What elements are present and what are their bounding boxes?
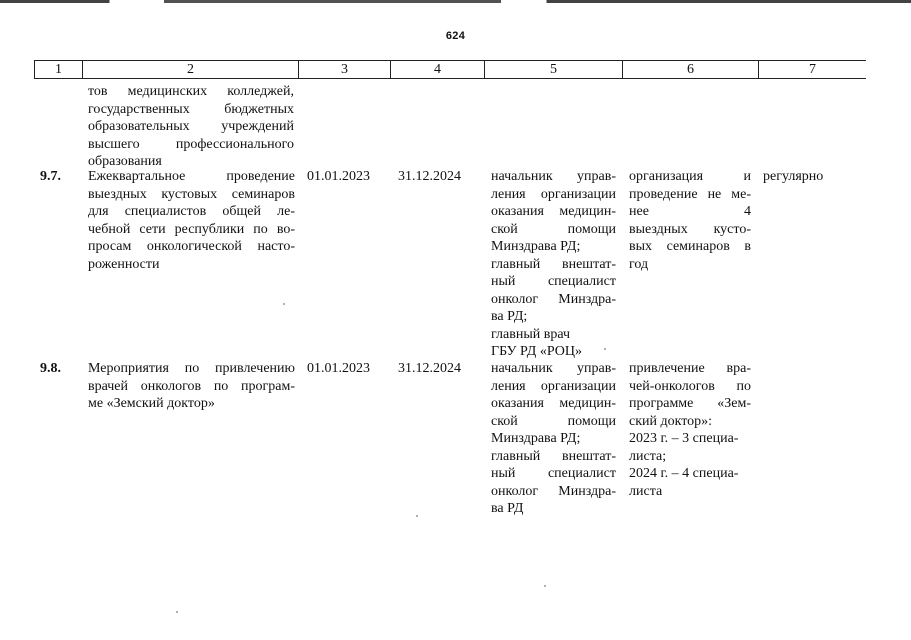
text-line: онколог Минздра- <box>491 291 616 307</box>
text-line: чебной сети республики по во- <box>88 221 295 237</box>
text-line: начальник управ- <box>491 169 616 184</box>
text-line: онколог Минздра- <box>491 483 616 499</box>
scan-speck <box>416 515 418 517</box>
text-line: образования <box>88 154 162 169</box>
row-number: 9.8. <box>40 361 61 376</box>
text-line: привлечение вра- <box>629 361 751 376</box>
text-line: 2024 г. – 4 специа- <box>629 466 739 481</box>
end-date: 31.12.2024 <box>398 361 461 376</box>
text-line: ской помощи <box>491 221 616 237</box>
text-line: листа <box>629 483 663 499</box>
text-line: ный специалист <box>491 466 616 481</box>
page-number: 624 <box>445 30 466 42</box>
col-header-5: 5 <box>484 61 622 78</box>
text-line: для специалистов общей ле- <box>88 204 295 219</box>
col-header-3: 3 <box>298 61 390 78</box>
end-date: 31.12.2024 <box>398 169 461 184</box>
text-line: врачей онкологов по програм- <box>88 378 295 394</box>
responsible <box>491 168 616 361</box>
text-line: нее 4 <box>629 204 751 219</box>
text-line: организация и <box>629 169 751 184</box>
text-line: программе «Зем- <box>629 396 751 411</box>
text-line: Минздрава РД; <box>491 431 581 446</box>
scan-speck <box>176 611 178 613</box>
text-line: ме «Земский доктор» <box>88 396 215 411</box>
col-header-1: 1 <box>34 61 82 78</box>
col-header-2: 2 <box>82 61 298 78</box>
result <box>629 168 751 273</box>
scan-edge <box>0 0 911 3</box>
text-line: начальник управ- <box>491 361 616 376</box>
responsible <box>491 360 616 518</box>
text-line: Мероприятия по привлечению <box>88 361 295 376</box>
text-line: вых семинаров в <box>629 239 751 254</box>
text-line: роженности <box>88 256 160 272</box>
text-line: ва РД; <box>491 309 528 324</box>
col-header-7: 7 <box>758 61 866 78</box>
text-line: образовательных учреждений <box>88 119 294 134</box>
text-line: ления организации <box>491 378 616 394</box>
text-line: выездных кусто- <box>629 221 751 237</box>
text-line: оказания медицин- <box>491 396 616 411</box>
text-line: тов медицинских колледжей, <box>88 84 294 99</box>
scan-speck <box>283 303 285 305</box>
text-line: главный внештат- <box>491 448 616 464</box>
text-line: выездных кустовых семинаров <box>88 186 295 202</box>
text-line: 2023 г. – 3 специа- <box>629 431 739 446</box>
text-line: Минздрава РД; <box>491 239 581 254</box>
text-line: проведение не ме- <box>629 186 751 202</box>
text-line: оказания медицин- <box>491 204 616 219</box>
text-line: ления организации <box>491 186 616 202</box>
result <box>629 360 751 500</box>
row-description <box>88 168 295 273</box>
text-line: просам онкологической насто- <box>88 239 295 254</box>
text-line: главный врач <box>491 326 571 342</box>
text-line: листа; <box>629 448 667 464</box>
text-line: государственных бюджетных <box>88 101 294 117</box>
text-line: год <box>629 256 649 272</box>
col-header-4: 4 <box>390 61 484 78</box>
continued-description <box>88 83 294 171</box>
text-line: ский доктор»: <box>629 413 713 429</box>
table-header <box>34 60 866 79</box>
start-date: 01.01.2023 <box>307 169 370 184</box>
text-line: чей-онкологов по <box>629 378 751 394</box>
text-line: Ежеквартальное проведение <box>88 169 295 184</box>
text-line: ской помощи <box>491 413 616 429</box>
text-line: главный внештат- <box>491 256 616 272</box>
text-line: ва РД <box>491 501 524 516</box>
text-line: высшего профессионального <box>88 136 294 152</box>
text-line: ный специалист <box>491 274 616 289</box>
row-description <box>88 360 295 413</box>
periodicity: регулярно <box>763 169 824 184</box>
scan-speck <box>544 585 546 587</box>
col-header-6: 6 <box>622 61 758 78</box>
row-number: 9.7. <box>40 169 61 184</box>
text-line: ГБУ РД «РОЦ» <box>491 344 583 359</box>
start-date: 01.01.2023 <box>307 361 370 376</box>
scan-speck <box>604 348 606 350</box>
